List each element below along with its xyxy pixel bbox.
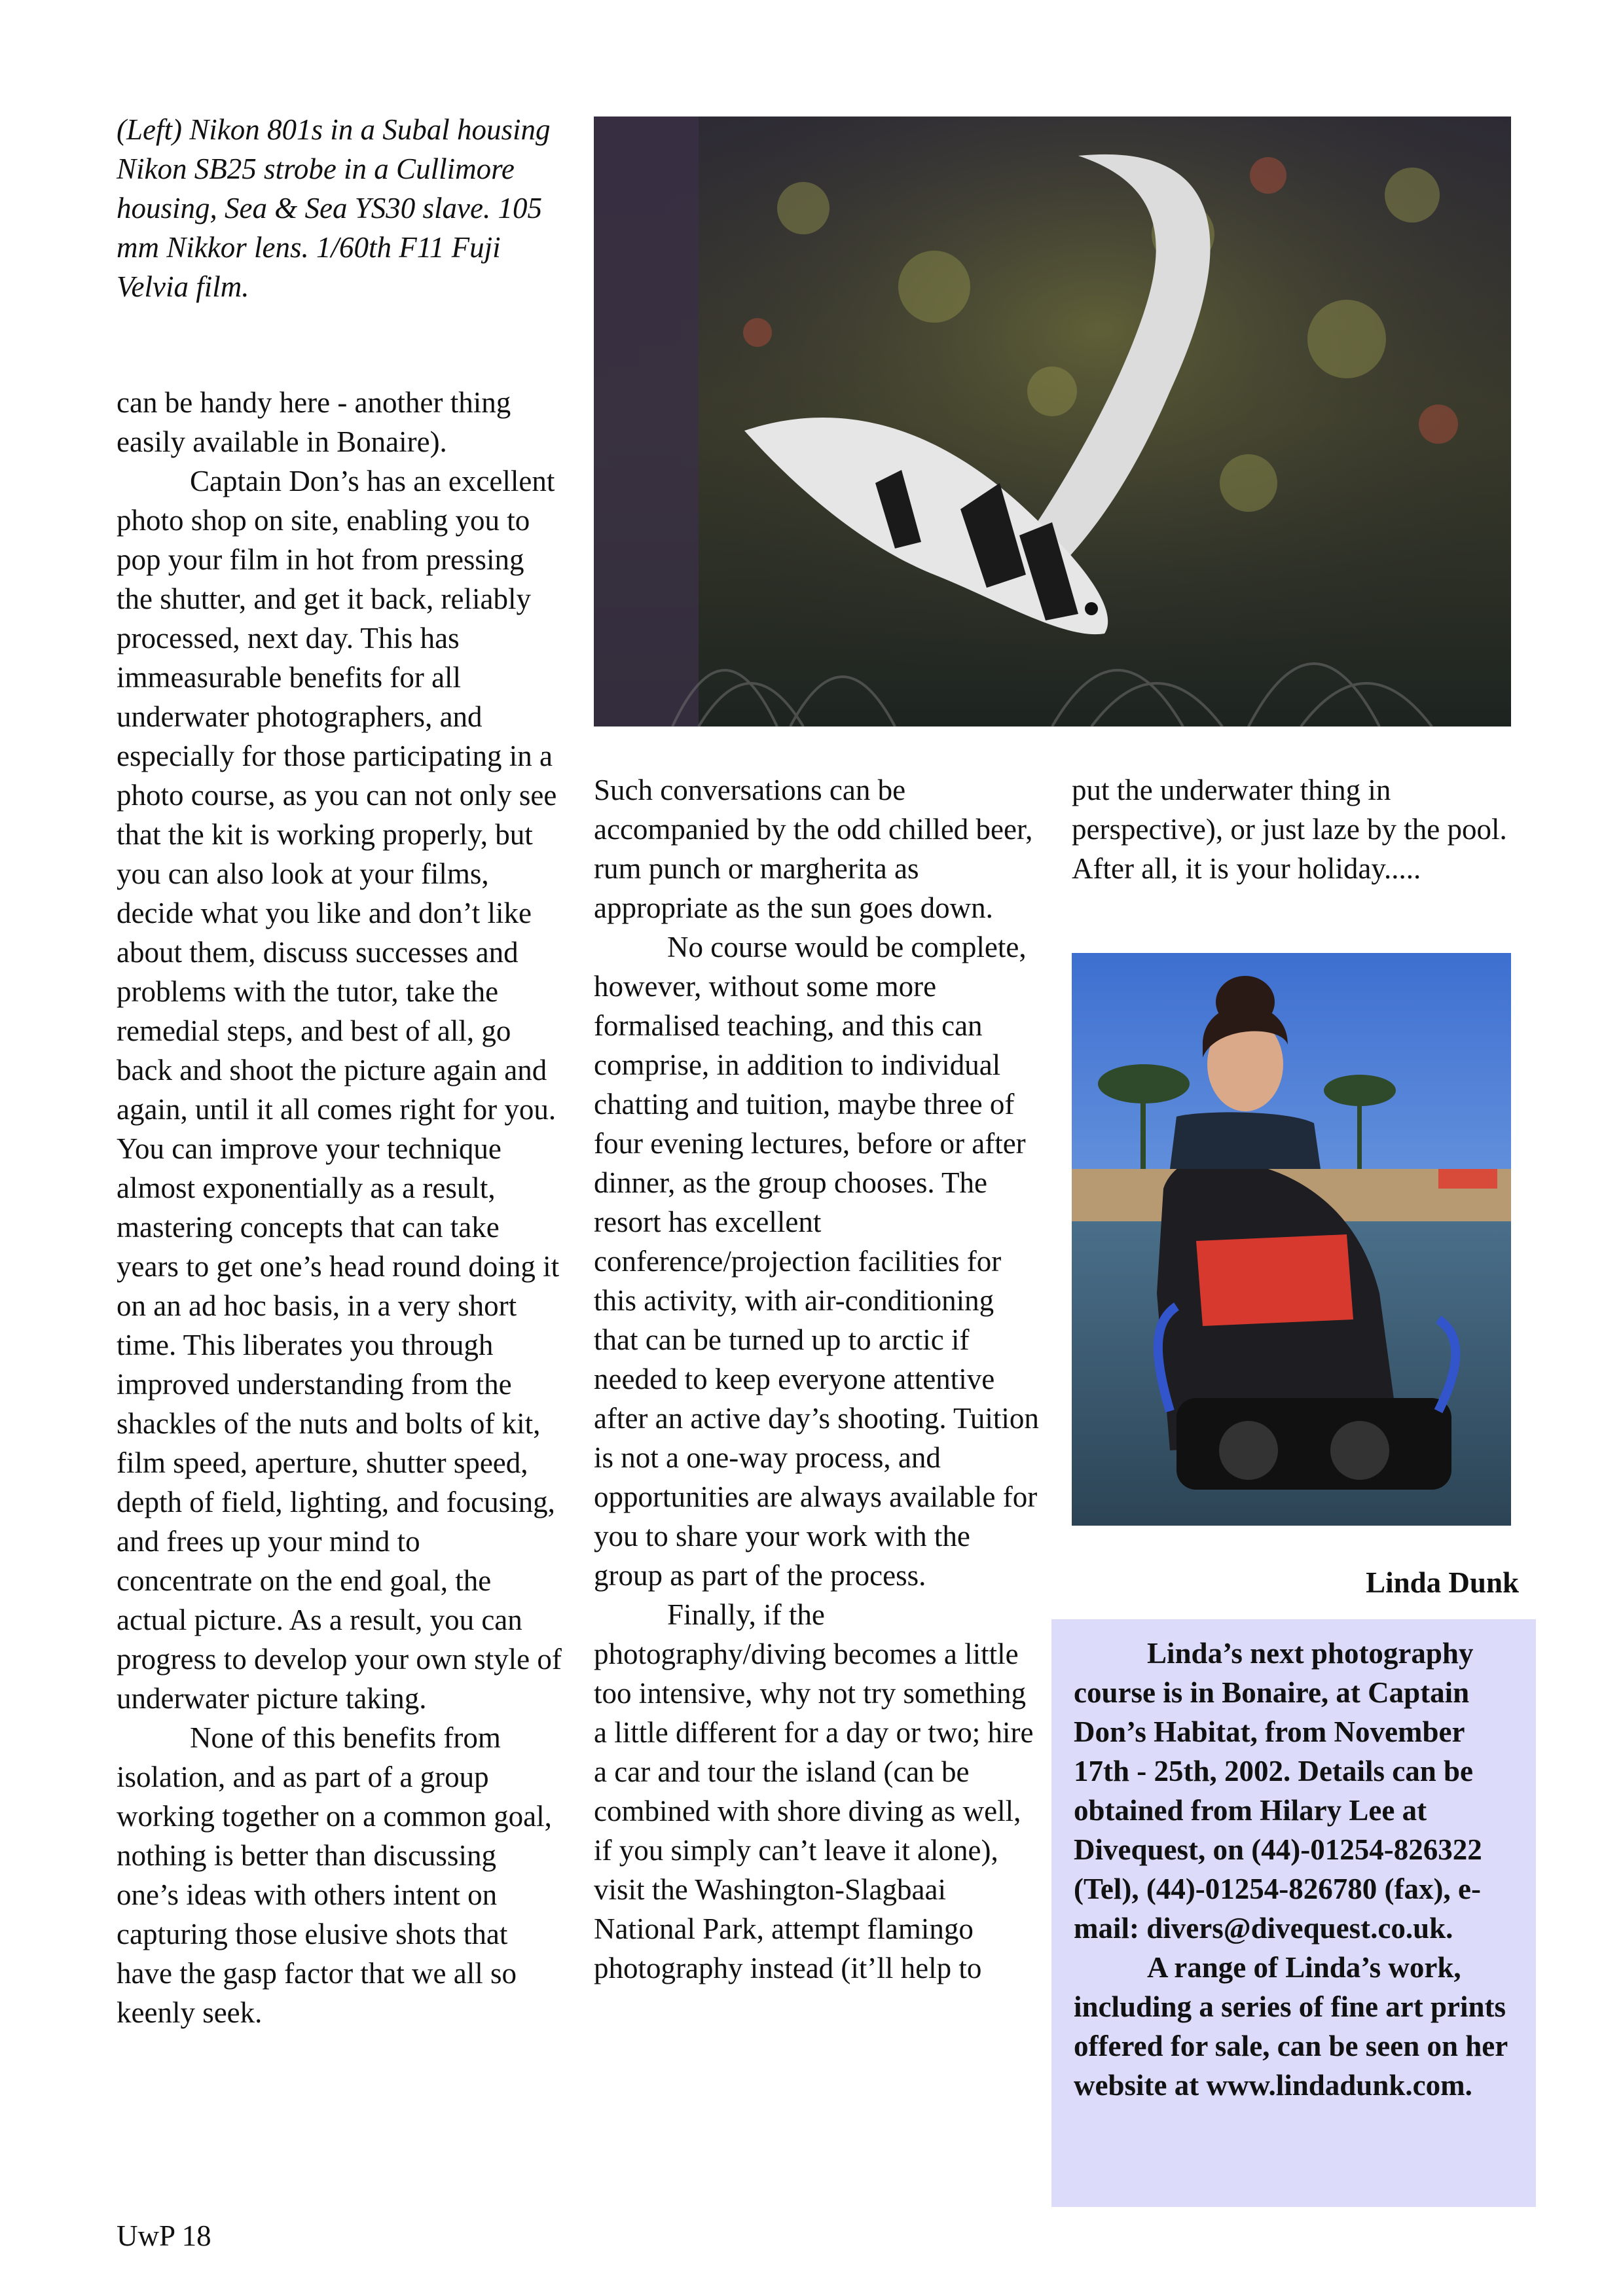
portrait-photo xyxy=(1072,953,1511,1526)
column-1 xyxy=(117,383,562,2032)
column-3-paragraph-1: put the underwater thing in perspective), or just laze by the pool. After all, it is your holiday..... xyxy=(1072,774,1507,885)
photo-caption: (Left) Nikon 801s in a Subal housing Nikon SB25 strobe in a Cullimore housing, Sea & Sea YS30 slave. 105 mm Nikkor lens. 1/60th F11 Fuji Velvia film. xyxy=(117,113,551,303)
column-2-paragraph-3: Finally, if the photography/diving becomes a little too intensive, why not try something a little different for a day or two; hire a car and tour the island (can be combined with shore diving as well, if you simply can’t leave it alone), visit the Washington-Slagbaai National Park, attempt flamingo photography instead (it’ll help to xyxy=(594,1598,1034,1984)
fish-photo xyxy=(594,117,1511,726)
page-footer: UwP 18 xyxy=(117,2219,211,2252)
portrait-photo-art xyxy=(1072,953,1511,1526)
column-1-paragraph-1: can be handy here - another thing easily available in Bonaire). xyxy=(117,386,511,458)
column-2 xyxy=(594,770,1039,1988)
course-info-paragraph-2: A range of Linda’s work, including a series of fine art prints offered for sale, can be seen on her website at www.lindadunk.com. xyxy=(1074,1951,1508,2102)
column-2-paragraph-2: No course would be complete, however, without some more formalised teaching, and this can comprise, in addition to individual chatting and tuition, maybe three of four evening lectures, before or after dinner, as the group chooses. The resort has excellent conference/projection facilities for this activity, with air-conditioning that can be turned up to arctic if needed to keep everyone attentive after an active day’s shooting. Tuition is not a one-way process, and opportunities are always available for you to share your work with the group as part of the process. xyxy=(594,931,1039,1592)
course-info-paragraph-1: Linda’s next photography course is in Bonaire, at Captain Don’s Habitat, from November 17th - 25th, 2002. Details can be obtained from Hilary Lee at Divequest, on (44)-01254-826322 (Tel), (44)-01254-826780 (fax), e-mail: divers@divequest.co.uk. xyxy=(1074,1637,1482,1945)
fish-photo-art xyxy=(594,117,1511,726)
column-1-paragraph-3: None of this benefits from isolation, and as part of a group working together on a common goal, nothing is better than discussing one’s ideas with others intent on capturing those elusive shots that have the gasp factor that we all so keenly seek. xyxy=(117,1721,552,2029)
course-info-box xyxy=(1051,1619,1536,2207)
column-3 xyxy=(1072,770,1517,888)
column-1-paragraph-2: Captain Don’s has an excellent photo shop on site, enabling you to pop your film in hot from pressing the shutter, and get it back, reliably processed, next day. This has immeasurable benefits for all underwater photographers, and especially for those participating in a photo course, as you can not only see that the kit is working properly, but you can also look at your films, decide what you like and don’t like about them, discuss successes and problems with the tutor, take the remedial steps, and best of all, go back and shoot the picture again and again, until it all comes right for you. You can improve your technique almost exponentially as a result, mastering concepts that can take years to get one’s head round doing it on an ad hoc basis, in a very short time. This liberates you through improved understanding from the shackles of the nuts and bolts of kit, film speed, aperture, shutter speed, depth of field, lighting, and focusing, and frees up your mind to concentrate on the end goal, the actual picture. As a result, you can progress to develop your own style of underwater picture taking. xyxy=(117,465,562,1715)
portrait-name-label: Linda Dunk xyxy=(1366,1566,1519,1599)
column-2-paragraph-1: Such conversations can be accompanied by the odd chilled beer, rum punch or margherita as appropriate as the sun goes down. xyxy=(594,774,1033,924)
